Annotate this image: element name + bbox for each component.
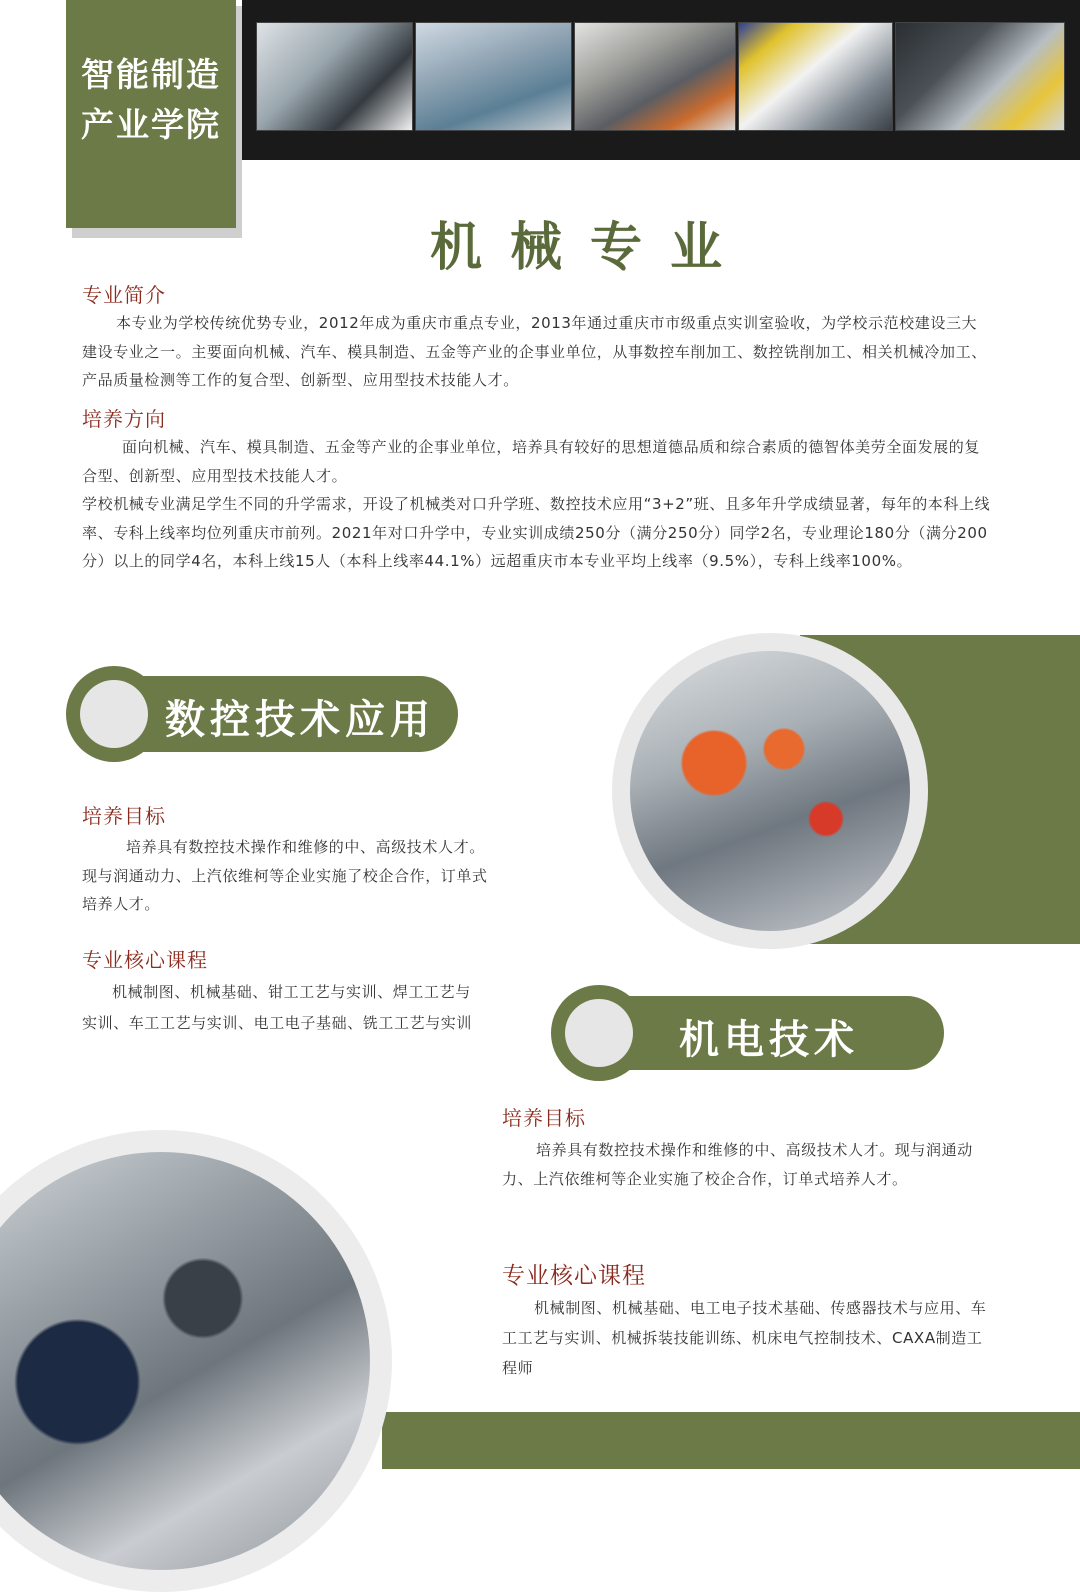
intro-heading: 专业简介 xyxy=(82,283,166,307)
direction-text-2: 学校机械专业满足学生不同的升学需求，开设了机械类对口升学班、数控技术应用“3+2”班、且多年升学成绩显著，每年的本科上线率、专科上线率均位列重庆市前列。2021年对口升学中，专业实训成绩250分（满分250分）同学2名，专业理论180分（满分200分）以上的同学4名，本科上线15人（本科上线率44.1%）远超重庆市本专业平均上线率（9.5%），专科上线率100%。 xyxy=(82,495,991,570)
photo-cnc-operators xyxy=(0,1130,392,1592)
direction-heading: 培养方向 xyxy=(82,407,166,431)
direction-text-1: 面向机械、汽车、模具制造、五金等产业的企事业单位，培养具有较好的思想道德品质和综合素质的德智体美劳全面发展的复合型、创新型、应用型技术技能人才。 xyxy=(82,438,981,485)
mech-goal-heading: 培养目标 xyxy=(502,1106,586,1130)
intro-text: 本专业为学校传统优势专业，2012年成为重庆市重点专业，2013年通过重庆市市级重点实训室验收，为学校示范校建设三大建设专业之一。主要面向机械、汽车、模具制造、五金等产业的企事业单位，从事数控车削加工、数控铣削加工、相关机械冷加工、产品质量检测等工作的复合型、创新型、应用型技术技能人才。 xyxy=(82,314,987,389)
page-title: 机械专业 xyxy=(429,218,750,278)
mech-course-heading: 专业核心课程 xyxy=(502,1263,646,1289)
mech-title: 机电技术 xyxy=(679,1017,859,1063)
cnc-goal-text: 培养具有数控技术操作和维修的中、高级技术人才。现与润通动力、上汽依维柯等企业实施了校企合作，订单式培养人才。 xyxy=(82,838,488,913)
cnc-goal-heading: 培养目标 xyxy=(82,804,166,828)
photo-cnc-workshop xyxy=(612,633,928,949)
mech-title-circle-inner xyxy=(565,999,633,1067)
cnc-title: 数控技术应用 xyxy=(165,697,435,743)
mech-course-text: 机械制图、机械基础、电工电子技术基础、传感器技术与应用、车工工艺与实训、机械拆装技能训练、机床电气控制技术、CAXA制造工程师 xyxy=(502,1299,987,1377)
cnc-course-text: 机械制图、机械基础、钳工工艺与实训、焊工工艺与实训、车工工艺与实训、电工电子基础、铣工工艺与实训 xyxy=(82,983,473,1032)
mech-goal-text: 培养具有数控技术操作和维修的中、高级技术人才。现与润通动力、上汽依维柯等企业实施了校企合作，订单式培养人才。 xyxy=(502,1141,973,1188)
photo-training-room xyxy=(415,22,572,131)
college-name-line1: 智能制造 xyxy=(81,55,221,94)
photo-engine-repair xyxy=(895,22,1065,131)
college-name xyxy=(66,50,236,150)
photo-robot-lab xyxy=(574,22,736,131)
cnc-title-circle-inner xyxy=(80,680,148,748)
photo-students-car xyxy=(256,22,413,131)
cnc-course-heading: 专业核心课程 xyxy=(82,948,208,972)
photo-workers-helmets xyxy=(738,22,893,131)
college-name-line2: 产业学院 xyxy=(81,105,221,144)
bottom-decor-bar xyxy=(382,1412,1080,1469)
